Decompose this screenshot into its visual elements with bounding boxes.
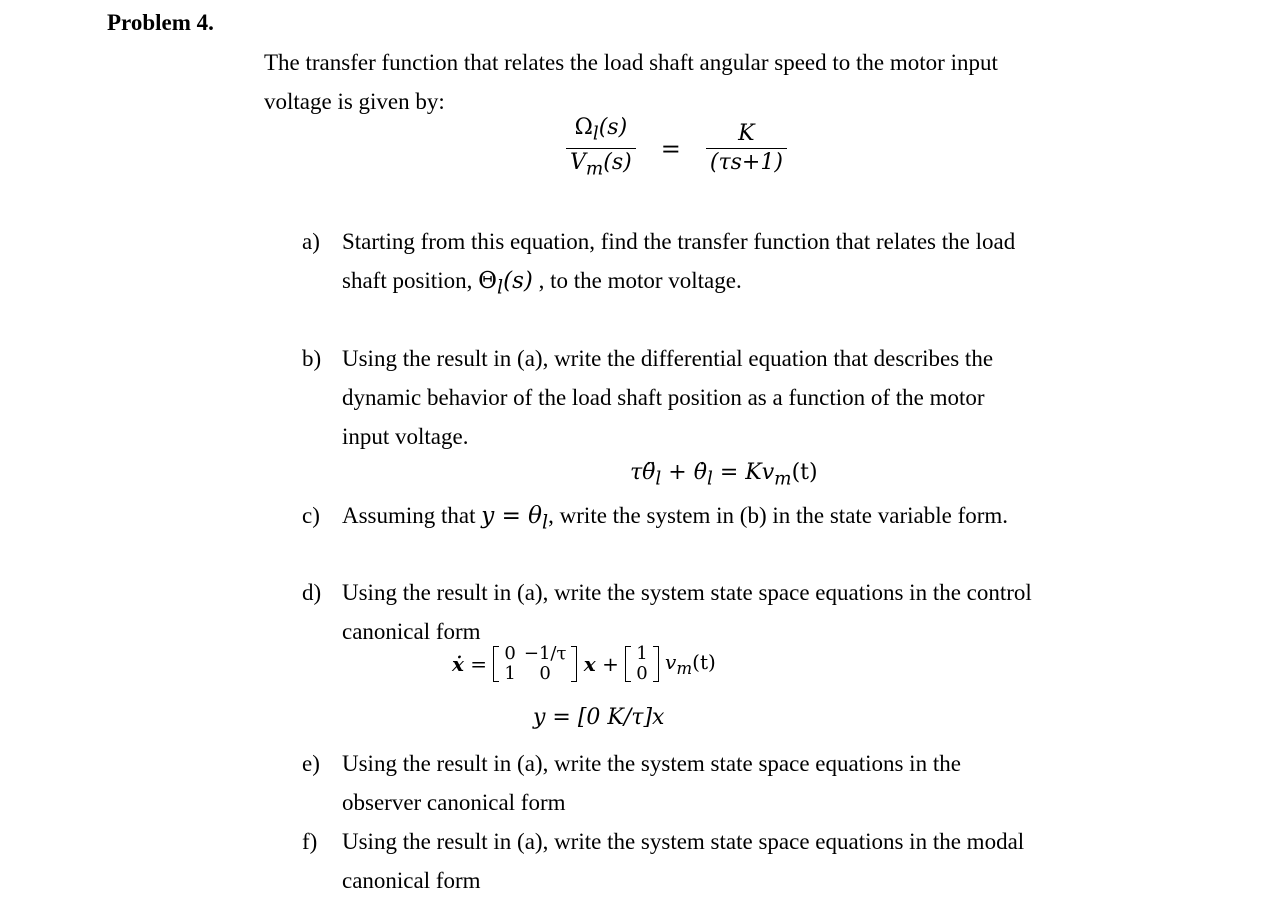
lhs-fraction (566, 114, 636, 184)
intro-line-1: The transfer function that relates the load shaft angular speed to the motor input (264, 50, 998, 75)
matrix-a-cell: 0 (539, 663, 551, 684)
question-d-label: d) (302, 580, 322, 605)
matrix-a-cell: 0 (504, 643, 516, 664)
question-b-line-2: dynamic behavior of the load shaft position as a function of the motor (342, 385, 985, 410)
question-e-line-2: observer canonical form (342, 790, 566, 815)
state-equation (452, 644, 716, 684)
output-equation: y = [0 K/τ]x (533, 705, 665, 730)
question-a-line-1: Starting from this equation, find the transfer function that relates the load (342, 229, 1016, 254)
ode-rhs-arg: (t) (791, 460, 818, 485)
question-c-label: c) (302, 503, 320, 528)
ode-rhs-sub: m (774, 468, 792, 490)
omega-symbol: Ω (574, 115, 593, 140)
matrix-b-cell: 1 (636, 643, 648, 664)
question-e-label: e) (302, 751, 320, 776)
question-a (302, 222, 1016, 299)
question-e-line-1: Using the result in (a), write the system state space equations in the (342, 751, 961, 776)
question-b-line-1: Using the result in (a), write the differential equation that describes the (342, 346, 994, 371)
ode-sub-1: l (655, 468, 662, 490)
question-d-line-2: canonical form (342, 619, 481, 644)
intro-line-2: voltage is given by: (264, 89, 445, 114)
state-vector-x: x (583, 652, 596, 676)
question-e (302, 744, 961, 815)
transfer-function-equation (566, 114, 787, 184)
question-f-label: f) (302, 829, 318, 854)
ode-theta-dot: θ̇ (693, 460, 707, 485)
ode-rhs: Kv (745, 460, 775, 485)
vm-subscript: m (585, 158, 604, 180)
question-f (302, 822, 1025, 893)
ode-sub-2: l (706, 468, 713, 490)
ode-plus: + (668, 460, 687, 485)
question-f-line-2: canonical form (342, 868, 481, 893)
ode-tau: τ (630, 460, 643, 485)
equals-sign: = (660, 134, 681, 163)
vm-arg: (s) (603, 150, 632, 176)
vm-symbol: V (570, 150, 586, 176)
question-c-math: $y = \theta_l$ (481, 503, 549, 534)
question-c (302, 496, 1009, 535)
question-b-label: b) (302, 346, 322, 371)
question-a-label: a) (302, 229, 320, 254)
matrix-b (625, 644, 658, 684)
omega-subscript: l (592, 123, 599, 145)
question-f-line-1: Using the result in (a), write the system state space equations in the modal (342, 829, 1025, 854)
omega-arg: (s) (598, 115, 628, 140)
ode-equals: = (719, 460, 739, 485)
matrix-a-cell: −1/τ (523, 643, 567, 664)
rhs-denominator: (τs+1) (706, 148, 787, 177)
ode-theta-ddot: θ̈ (642, 460, 656, 485)
xdot-symbol: ẋ (452, 652, 464, 676)
matrix-b-cell: 0 (636, 663, 648, 684)
question-c-line-1: Assuming that $y = \theta_l$, write the system in (b) in the state variable form. (342, 503, 1009, 534)
intro-paragraph (264, 43, 998, 121)
input-symbol: $v_m(t)$ (665, 650, 716, 678)
matrix-a-cell: 1 (504, 663, 516, 684)
rhs-fraction (706, 120, 787, 177)
question-d-line-1: Using the result in (a), write the system state space equations in the control (342, 580, 1032, 605)
question-d (302, 573, 1032, 644)
problem-title: Problem 4. (107, 10, 214, 35)
ss-plus: + (602, 652, 619, 676)
ss-equals: = (470, 652, 488, 676)
differential-equation (630, 460, 818, 489)
question-b-line-3: input voltage. (342, 424, 469, 449)
question-a-line-2: shaft position, $\Theta_l(s)$ , to the motor voltage. (342, 268, 742, 299)
rhs-numerator: K (738, 121, 755, 147)
question-b (302, 339, 994, 449)
matrix-a (493, 644, 577, 684)
